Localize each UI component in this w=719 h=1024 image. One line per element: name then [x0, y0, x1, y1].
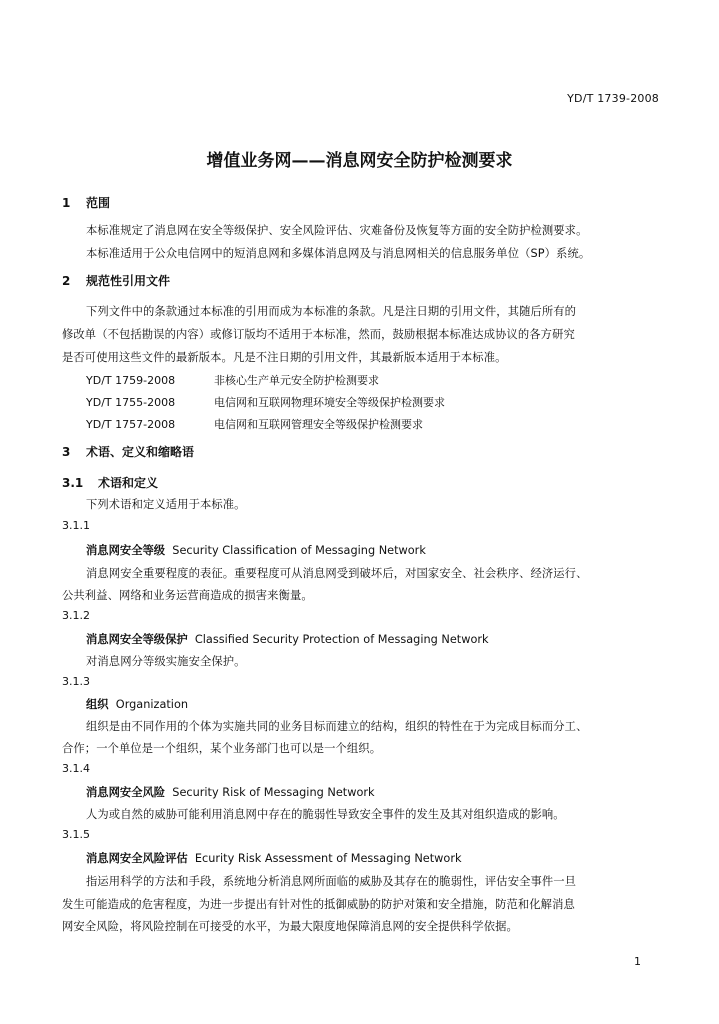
- reference-title: 电信网和互联网管理安全等级保护检测要求: [214, 418, 423, 431]
- definition-line: 网安全风险，将风险控制在可接受的水平，为最大限度地保障消息网的安全提供科学依据。: [62, 920, 518, 933]
- definition-line: 组织是由不同作用的个体为实施共同的业务目标而建立的结构，组织的特性在于为完成目标而分工、: [86, 720, 588, 733]
- definition-line: 消息网安全重要程度的表征。重要程度可从消息网受到破坏后，对国家安全、社会秩序、经济运行、: [86, 567, 588, 580]
- term-title: [86, 784, 375, 800]
- standard-number: YD/T 1739-2008: [567, 92, 659, 105]
- definition-line: 发生可能造成的危害程度，为进一步提出有针对性的抵御威胁的防护对策和安全措施，防范和化解消息: [62, 898, 575, 911]
- section-1-heading: [62, 194, 110, 211]
- section-2-line-1: 下列文件中的条款通过本标准的引用而成为本标准的条款。凡是注日期的引用文件，其随后所有的: [86, 305, 577, 318]
- term-chinese: 消息网安全风险评估: [86, 852, 188, 865]
- section-2-line-3: 是否可使用这些文件的最新版本。凡是不注日期的引用文件，其最新版本适用于本标准。: [62, 351, 507, 364]
- reference-code: YD/T 1757-2008: [86, 418, 176, 431]
- clause-number: 3.1.4: [62, 762, 90, 775]
- reference-title: 非核心生产单元安全防护检测要求: [214, 374, 379, 387]
- reference-item: [86, 372, 379, 388]
- reference-title: 电信网和互联网物理环境安全等级保护检测要求: [214, 396, 445, 409]
- section-2-line-2: 修改单（不包括勘误的内容）或修订版均不适用于本标准，然而，鼓励根据本标准达成协议的各方研究: [62, 328, 575, 341]
- term-title: [86, 631, 489, 647]
- term-chinese: 消息网安全风险: [86, 786, 166, 799]
- definition-line: 人为或自然的威胁可能利用消息网中存在的脆弱性导致安全事件的发生及其对组织造成的影响。: [86, 808, 565, 821]
- section-2-heading: [62, 272, 170, 289]
- term-english: Classified Security Protection of Messaging Network: [194, 633, 489, 646]
- reference-item: [86, 394, 445, 410]
- page-number: 1: [634, 955, 641, 968]
- definition-line: 公共利益、网络和业务运营商造成的损害来衡量。: [62, 589, 313, 602]
- clause-number: 3.1.2: [62, 609, 90, 622]
- definition-line: 对消息网分等级实施安全保护。: [86, 655, 246, 668]
- section-1-paragraph-1: 本标准规定了消息网在安全等级保护、安全风险评估、灾难备份及恢复等方面的安全防护检测要求。: [86, 224, 588, 237]
- definition-line: 合作；一个单位是一个组织，某个业务部门也可以是一个组织。: [62, 742, 382, 755]
- term-english: Security Classification of Messaging Network: [172, 544, 426, 557]
- page-title: 增值业务网——消息网安全防护检测要求: [206, 151, 513, 171]
- section-number: 3.1: [62, 476, 84, 490]
- term-chinese: 组织: [86, 698, 109, 711]
- section-title: 规范性引用文件: [86, 274, 171, 288]
- section-3-1-heading: [62, 474, 158, 491]
- section-number: 2: [62, 274, 71, 288]
- term-chinese: 消息网安全等级: [86, 544, 166, 557]
- term-english: Organization: [115, 698, 189, 711]
- reference-item: [86, 416, 423, 432]
- clause-number: 3.1.3: [62, 675, 90, 688]
- reference-code: YD/T 1759-2008: [86, 374, 176, 387]
- clause-number: 3.1.1: [62, 519, 90, 532]
- term-title: [86, 696, 188, 712]
- section-title: 术语和定义: [98, 476, 159, 490]
- clause-number: 3.1.5: [62, 828, 90, 841]
- section-number: 1: [62, 196, 71, 210]
- term-title: [86, 850, 462, 866]
- reference-code: YD/T 1755-2008: [86, 396, 176, 409]
- section-number: 3: [62, 445, 71, 459]
- definition-line: 指运用科学的方法和手段，系统地分析消息网所面临的威胁及其存在的脆弱性，评估安全事件一旦: [86, 875, 577, 888]
- term-title: [86, 542, 426, 558]
- section-3-heading: [62, 443, 194, 460]
- term-english: Ecurity Risk Assessment of Messaging Network: [194, 852, 462, 865]
- section-3-1-paragraph: 下列术语和定义适用于本标准。: [86, 498, 246, 511]
- term-chinese: 消息网安全等级保护: [86, 633, 188, 646]
- term-english: Security Risk of Messaging Network: [172, 786, 375, 799]
- section-title: 范围: [86, 196, 111, 210]
- section-title: 术语、定义和缩略语: [86, 445, 195, 459]
- section-1-paragraph-2: 本标准适用于公众电信网中的短消息网和多媒体消息网及与消息网相关的信息服务单位（SP）系统。: [86, 247, 591, 260]
